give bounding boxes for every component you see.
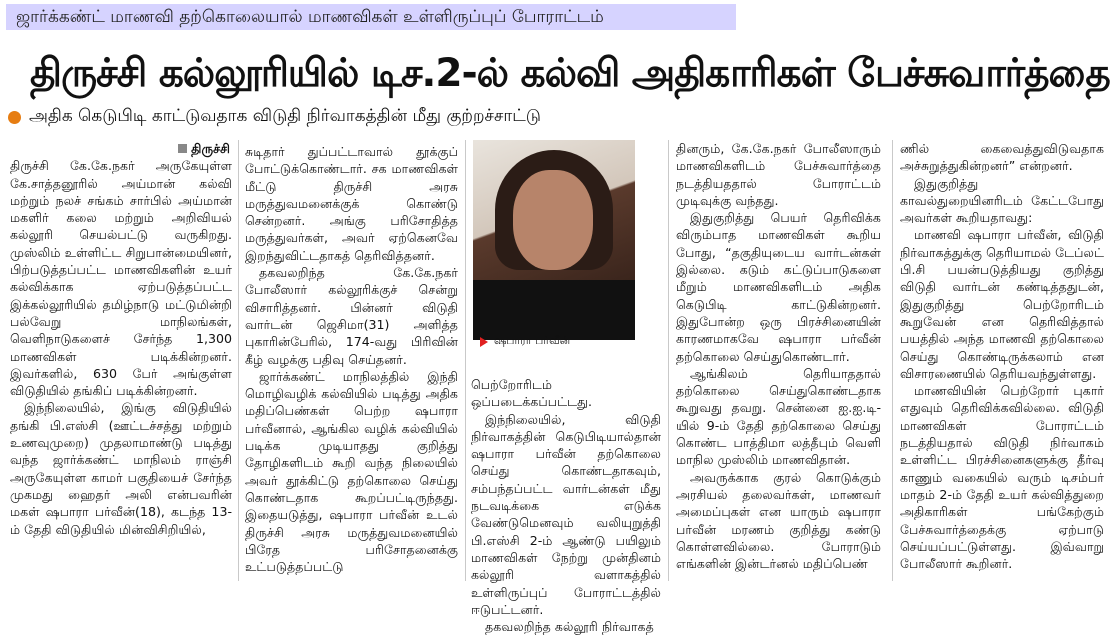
article-column-2 bbox=[245, 143, 458, 584]
photo-caption: ஷபாரா பர்வீன் bbox=[480, 334, 570, 349]
column-divider bbox=[668, 140, 669, 581]
paragraph: ணில் கைவைத்துவிடுவதாக அச்சுறுத்துகின்றனர்” என்றனர். bbox=[900, 141, 1104, 174]
column-divider bbox=[238, 140, 239, 581]
headline: திருச்சி கல்லூரியில் டிச.2-ல் கல்வி அதிகாரிகள் பேச்சுவார்த்தை bbox=[30, 51, 1110, 96]
paragraph: சுடிதார் துப்பட்டாவால் தூக்குப் போட்டுக்கொண்டார். சக மாணவிகள் மீட்டு திருச்சி அரசு மருத்துவமனைக்குக் கொண்டு சென்றனர். அங்கு பரிசோதித்த மருத்துவர்கள், அவர் ஏற்கெனவே இறந்துவிட்டதாகத் தெரிவித்தனர். bbox=[245, 144, 458, 263]
paragraph: ஜார்க்கண்ட் மாநிலத்தில் இந்தி மொழிவழிக் கல்வியில் படித்து அதிக மதிப்பெண்கள் பெற்ற ஷபாரா பர்வீனால், ஆங்கில வழிக் கல்வியில் படிக்க முடியாதது குறித்து தோழிகளிடம் கூறி வந்த நிலையில் அவர் தூக்கிட்டு தற்கொலை செய்து கொண்டதாக கூறப்பட்டிருந்தது. இதையடுத்து, ஷபாரா பர்வீன் உடல் திருச்சி அரசு மருத்துவமனையில் பிரேத பரிசோதனைக்கு உட்படுத்தப்பட்டு bbox=[245, 368, 458, 575]
paragraph: தகவலறிந்த கல்லூரி நிர்வாகத் bbox=[485, 619, 654, 635]
square-icon bbox=[178, 144, 187, 153]
dateline: திருச்சி bbox=[10, 140, 230, 157]
paragraph: இந்நிலையில், விடுதி நிர்வாகத்தின் கெடுபிடியால்தான் ஷபாரா பர்வீன் தற்கொலை செய்து கொண்டதாகவும், சம்பந்தப்பட்ட வார்டன்கள் மீது நடவடிக்கை எடுக்க வேண்டுமெனவும் வலியுறுத்தி பி.எஸ்சி 2-ம் ஆண்டு பயிலும் மாணவிகள் நேற்று முன்தினம் கல்லூரி வளாகத்தில் உள்ளிருப்புப் போராட்டத்தில் ஈடுபட்டனர். bbox=[471, 411, 661, 617]
paragraph: இதுகுறித்து காவல்துறையினரிடம் கேட்டபோது அவர்கள் கூறியதாவது: bbox=[900, 175, 1104, 226]
paragraph: இந்நிலையில், இங்கு விடுதியில் தங்கி பி.எஸ்சி (ஊட்டச்சத்து மற்றும் உணவுமுறை) முதலாமாண்டு படித்து வந்த ஜார்க்கண்ட் மாநிலம் ராஞ்சி அருகேயுள்ள காமர் பகுதியைச் சேர்ந்த முகமது ஹைதர் அலி என்பவரின் மகள் ஷபாரா பர்வீன்(18), கடந்த 13-ம் தேதி விடுதியில் மின்விசிறியில், bbox=[10, 400, 232, 537]
photo-shirt bbox=[473, 280, 635, 340]
paragraph: மாணவியின் பெற்றோர் புகார் எதுவும் தெரிவிக்கவில்லை. விடுதி மாணவிகள் போராட்டம் நடத்தியதால் விடுதி நிர்வாகம் உள்ளிட்ட பிரச்சினைகளுக்கு தீர்வு காணும் வகையில் வரும் டிசம்பர் மாதம் 2-ம் தேதி உயர் கல்வித்துறை அதிகாரிகள் பங்கேற்கும் பேச்சுவார்த்தைக்கு ஏற்பாடு செய்யப்பட்டுள்ளது. இவ்வாறு போலீஸார் கூறினர். bbox=[900, 383, 1104, 572]
triangle-marker-icon bbox=[480, 337, 488, 347]
article-column-1 bbox=[10, 140, 232, 581]
student-photo bbox=[473, 140, 635, 328]
photo-face bbox=[513, 170, 593, 270]
subheadline bbox=[8, 106, 541, 128]
paragraph: ஆங்கிலம் தெரியாததால் தற்கொலை செய்துகொண்டதாக கூறுவது தவறு. சென்னை ஐ.ஐ.டி-யில் 9-ம் தேதி தற்கொலை செய்து கொண்ட பாத்திமா லத்தீபும் வெளி மாநில முஸ்லிம் மாணவிதான். bbox=[676, 365, 881, 468]
paragraph: அவருக்காக குரல் கொடுக்கும் அரசியல் தலைவர்கள், மாணவர் அமைப்புகள் என யாரும் ஷபாரா பர்வீன் மரணம் குறித்து கண்டு கொள்ளவில்லை. போராடும் எங்களின் இன்டர்னல் மதிப்பெண் bbox=[676, 469, 881, 572]
column-divider bbox=[465, 140, 466, 581]
paragraph: திருச்சி கே.கே.நகர் அருகேயுள்ள கே.சாத்தனூரில் அய்மான் கல்வி மற்றும் நலச் சங்கம் சார்பில் அய்மான் மகளிர் கலை மற்றும் அறிவியல் கல்லூரி செயல்பட்டு வருகிறது. முஸ்லிம் உள்ளிட்ட சிறுபான்மையினர், பிற்படுத்தப்பட்ட மாணவிகளின் உயர் கல்விக்காக ஏற்படுத்தப்பட்ட இக்கல்லூரியில் தமிழ்நாடு மட்டுமின்றி பல்வேறு மாநிலங்கள், வெளிநாடுகளைச் சேர்ந்த 1,300 மாணவிகள் படிக்கின்றனர். இவர்களில், 630 பேர் அங்குள்ள விடுதியில் தங்கிப் படிக்கின்றனர். bbox=[10, 158, 232, 399]
article-column-3 bbox=[471, 376, 661, 635]
paragraph: மாணவி ஷபாரா பர்வீன், விடுதி நிர்வாகத்துக்கு தெரியாமல் டேப்லட் பி.சி பயன்படுத்தியது குறித்து விடுதி வார்டன் கண்டித்ததுடன், இதுகுறித்து பெற்றோரிடம் கூறுவேன் என தெரிவித்தால் பயத்தில் அந்த மாணவி தற்கொலை செய்து கொண்டிருக்கலாம் என விசாரணையில் தெரியவந்துள்ளது. bbox=[900, 227, 1104, 381]
bullet-icon bbox=[8, 111, 21, 124]
paragraph: இதுகுறித்து பெயர் தெரிவிக்க விரும்பாத மாணவிகள் கூறிய போது, “தகுதியுடைய வார்டன்கள் இல்லை. கடும் கட்டுப்பாடுகளை மீறும் மாணவிகளிடம் அதிக கெடுபிடி காட்டுகின்றனர். இதுபோன்ற ஒரு பிரச்சினையின் காரணமாகவே ஷபாரா பர்வீன் தற்கொலை செய்துகொண்டார். bbox=[676, 210, 881, 364]
subheadline-text: அதிக கெடுபிடி காட்டுவதாக விடுதி நிர்வாகத்தின் மீது குற்றச்சாட்டு bbox=[29, 106, 541, 126]
kicker-ribbon: ஜார்க்கண்ட் மாணவி தற்கொலையால் மாணவிகள் உள்ளிருப்புப் போராட்டம் bbox=[6, 4, 736, 30]
article-column-5 bbox=[900, 140, 1104, 581]
paragraph: பெற்றோரிடம் ஒப்படைக்கப்பட்டது. bbox=[471, 377, 593, 410]
paragraph: தினரும், கே.கே.நகர் போலீஸாரும் மாணவிகளிடம் பேச்சுவார்த்தை நடத்தியததால் போராட்டம் முடிவுக்கு வந்தது. bbox=[676, 141, 881, 208]
paragraph: தகவலறிந்த கே.கே.நகர் போலீஸார் கல்லூரிக்குச் சென்று விசாரித்தனர். பின்னர் விடுதி வார்டன் ஜெசிமா(31) அளித்த புகாரின்பேரில், 174-வது பிரிவின் கீழ் வழக்கு பதிவு செய்தனர். bbox=[245, 265, 458, 367]
column-divider bbox=[892, 140, 893, 581]
article-column-4 bbox=[676, 140, 881, 581]
